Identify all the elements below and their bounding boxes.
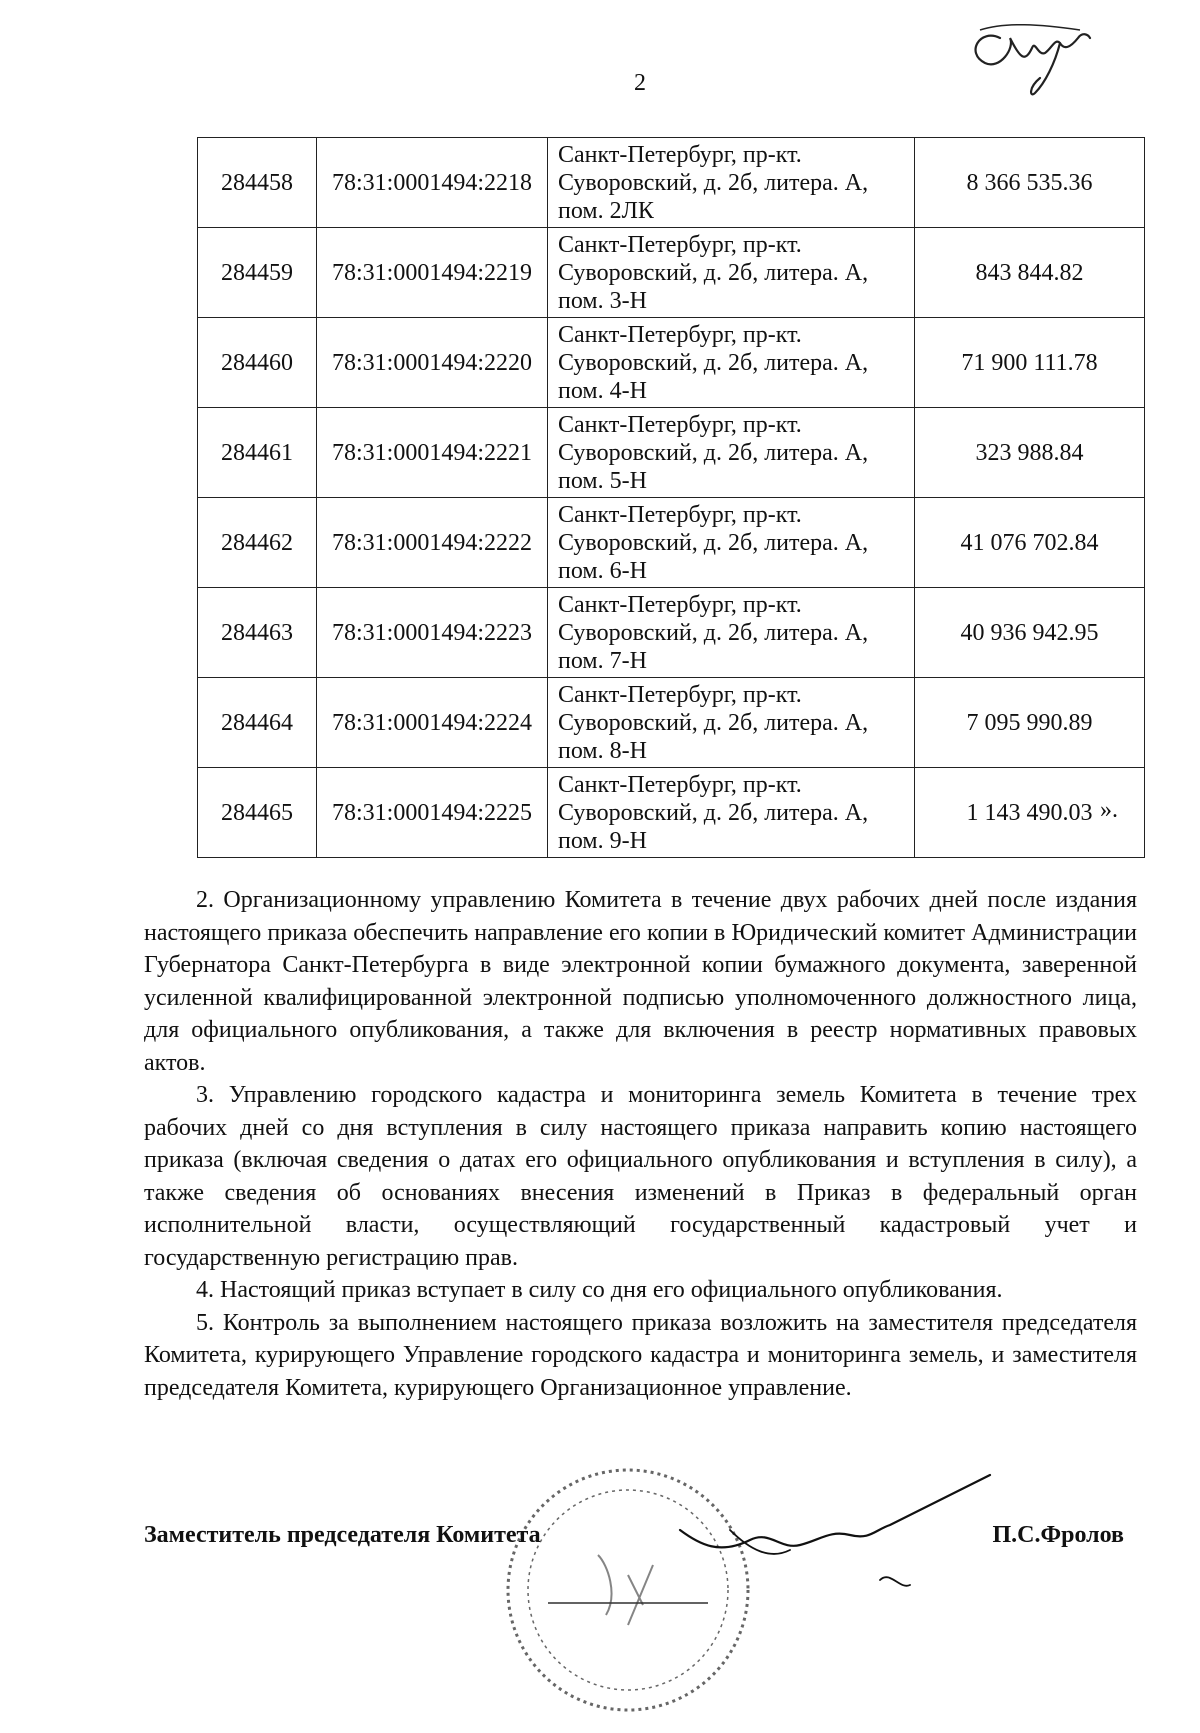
address-line: Санкт-Петербург, пр-кт. — [558, 411, 802, 438]
object-id-cell: 284458 — [198, 138, 317, 228]
address-line: пом. 7-Н — [558, 647, 647, 674]
object-id-cell: 284461 — [198, 408, 317, 498]
cadastral-value-cell: 1 143 490.03 — [915, 768, 1145, 858]
address-line: пом. 2ЛК — [558, 197, 654, 224]
address-line: Санкт-Петербург, пр-кт. — [558, 681, 802, 708]
address-line: Суворовский, д. 2б, литера. А, — [558, 259, 869, 286]
address-line: Санкт-Петербург, пр-кт. — [558, 501, 802, 528]
cadastral-value-cell: 8 366 535.36 — [915, 138, 1145, 228]
paragraph-3: 3. Управлению городского кадастра и мониторинга земель Комитета в течение трех рабочих дней со дня вступления в силу настоящего приказа направить копию настоящего приказа (включая сведения о датах его официального опубликования и вступления в силу), а также сведения об основаниях внесения изменений в Приказ в федеральный орган исполнительной власти, осуществляющий государственный кадастровый учет и государственную регистрацию прав. — [144, 1082, 1137, 1271]
address-cell — [548, 768, 915, 858]
address-line: пом. 6-Н — [558, 557, 647, 584]
cadastral-value-cell: 323 988.84 — [915, 408, 1145, 498]
object-id-cell: 284464 — [198, 678, 317, 768]
address-line: пом. 9-Н — [558, 827, 647, 854]
object-id-cell: 284460 — [198, 318, 317, 408]
address-cell — [548, 498, 915, 588]
page-number: 2 — [634, 70, 646, 96]
address-cell — [548, 318, 915, 408]
handwritten-signature — [620, 1470, 1000, 1630]
cadastral-number-cell: 78:31:0001494:2224 — [317, 678, 548, 768]
cadastral-number-cell: 78:31:0001494:2222 — [317, 498, 548, 588]
cadastral-number-cell: 78:31:0001494:2220 — [317, 318, 548, 408]
table-row — [198, 228, 1145, 318]
cadastral-number-cell: 78:31:0001494:2219 — [317, 228, 548, 318]
address-line: Суворовский, д. 2б, литера. А, — [558, 619, 869, 646]
signatory-title: Заместитель председателя Комитета — [144, 1522, 541, 1548]
cadastral-value-cell: 41 076 702.84 — [915, 498, 1145, 588]
address-line: Суворовский, д. 2б, литера. А, — [558, 709, 869, 736]
table-row — [198, 318, 1145, 408]
closing-quote: ». — [1100, 797, 1118, 823]
address-line: Санкт-Петербург, пр-кт. — [558, 591, 802, 618]
address-cell — [548, 408, 915, 498]
address-line: Суворовский, д. 2б, литера. А, — [558, 349, 869, 376]
initials-signature-mark — [960, 8, 1100, 103]
address-line: Суворовский, д. 2б, литера. А, — [558, 799, 869, 826]
cadastral-value-cell: 40 936 942.95 — [915, 588, 1145, 678]
cadastral-value-cell: 7 095 990.89 — [915, 678, 1145, 768]
order-paragraphs — [144, 884, 1137, 1404]
registry-table — [197, 137, 1145, 858]
object-id-cell: 284463 — [198, 588, 317, 678]
table-row — [198, 588, 1145, 678]
object-id-cell: 284465 — [198, 768, 317, 858]
cadastral-value-cell: 71 900 111.78 — [915, 318, 1145, 408]
address-cell — [548, 678, 915, 768]
paragraph-2: 2. Организационному управлению Комитета в течение двух рабочих дней после издания настоящего приказа обеспечить направление его копии в Юридический комитет Администрации Губернатора Санкт-Петербурга в виде электронной копии бумажного документа, заверенной усиленной квалифицированной электронной подписью уполномоченного должностного лица, для официального опубликования, а также для включения в реестр нормативных правовых актов. — [144, 887, 1137, 1076]
address-line: Суворовский, д. 2б, литера. А, — [558, 439, 869, 466]
address-cell — [548, 138, 915, 228]
table-row — [198, 498, 1145, 588]
address-line: пом. 5-Н — [558, 467, 647, 494]
address-line: Санкт-Петербург, пр-кт. — [558, 321, 802, 348]
table-row — [198, 768, 1145, 858]
object-id-cell: 284462 — [198, 498, 317, 588]
registry-table-body — [198, 138, 1145, 858]
address-line: Санкт-Петербург, пр-кт. — [558, 771, 802, 798]
address-line: Санкт-Петербург, пр-кт. — [558, 231, 802, 258]
address-cell — [548, 228, 915, 318]
cadastral-value-cell: 843 844.82 — [915, 228, 1145, 318]
address-line: пом. 3-Н — [558, 287, 647, 314]
cadastral-number-cell: 78:31:0001494:2223 — [317, 588, 548, 678]
paragraph-4: 4. Настоящий приказ вступает в силу со дня его официального опубликования. — [196, 1277, 1003, 1303]
cadastral-number-cell: 78:31:0001494:2218 — [317, 138, 548, 228]
signatory-name: П.С.Фролов — [992, 1522, 1124, 1548]
cadastral-number-cell: 78:31:0001494:2225 — [317, 768, 548, 858]
table-row — [198, 408, 1145, 498]
table-row — [198, 678, 1145, 768]
address-line: Суворовский, д. 2б, литера. А, — [558, 169, 869, 196]
cadastral-number-cell: 78:31:0001494:2221 — [317, 408, 548, 498]
paragraph-5: 5. Контроль за выполнением настоящего приказа возложить на заместителя председателя Комитета, курирующего Управление городского кадастра и мониторинга земель, и заместителя председателя Комитета, курирующего Организационное управление. — [144, 1309, 1137, 1401]
object-id-cell: 284459 — [198, 228, 317, 318]
address-line: пом. 8-Н — [558, 737, 647, 764]
table-row — [198, 138, 1145, 228]
address-line: пом. 4-Н — [558, 377, 647, 404]
address-line: Санкт-Петербург, пр-кт. — [558, 141, 802, 168]
address-cell — [548, 588, 915, 678]
address-line: Суворовский, д. 2б, литера. А, — [558, 529, 869, 556]
